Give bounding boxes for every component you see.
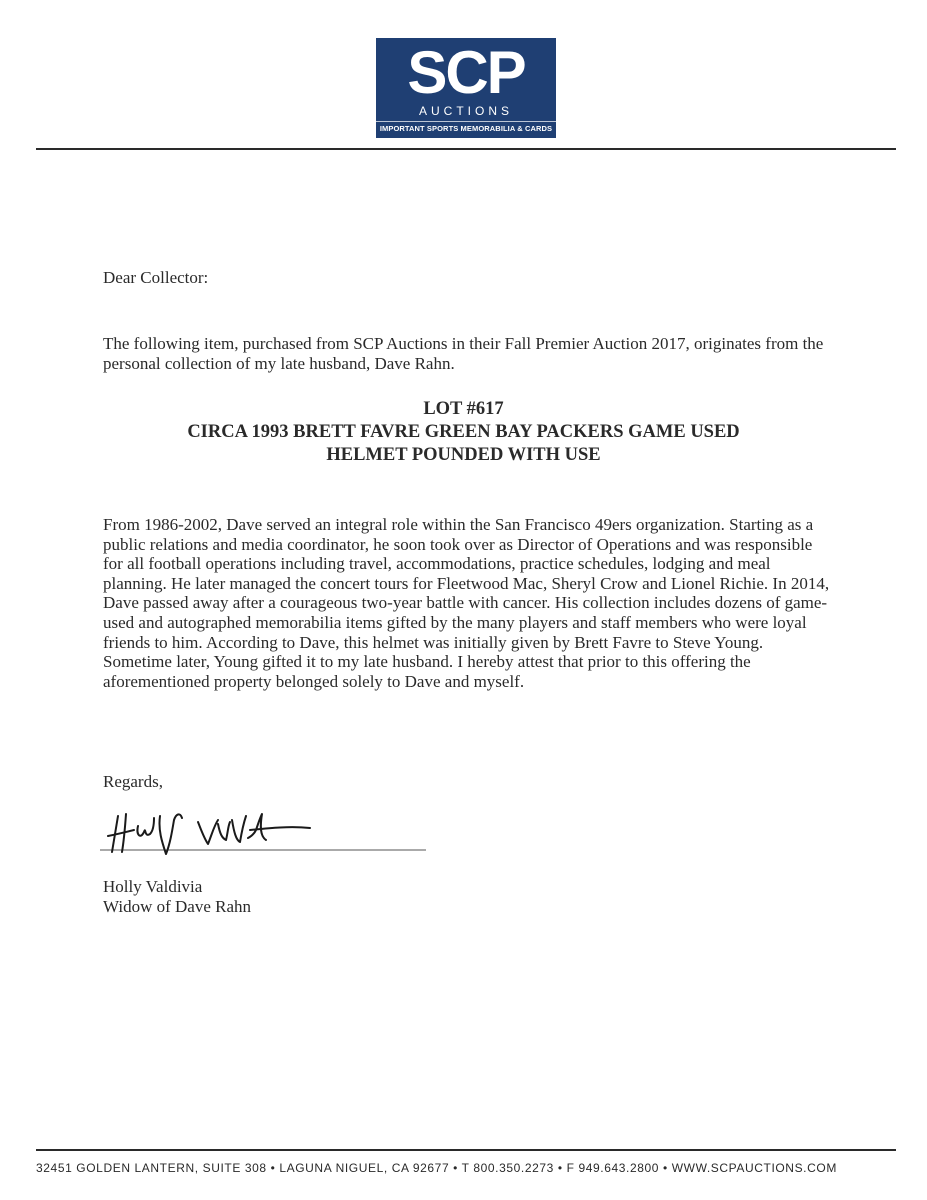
- scp-auctions-logo: [376, 38, 556, 138]
- signer-block: [103, 877, 251, 917]
- signer-name: Holly Valdivia: [103, 877, 203, 896]
- body-paragraph: From 1986-2002, Dave served an integral role within the San Francisco 49ers organization. Starting as a public relations and media coordinator, he soon took over as Director of Operations and was responsible for all football operations including travel, accommodations, practice schedules, lodging and meal planning. He later managed the concert tours for Fleetwood Mac, Sheryl Crow and Lionel Richie. In 2014, Dave passed away after a courageous two-year battle with cancer. His collection includes dozens of game-used and autographed memorabilia items gifted by the many players and staff members who were loyal friends to him. According to Dave, this helmet was initially given by Brett Favre to Steve Young. Sometime later, Young gifted it to my late husband. I hereby attest that prior to this offering the aforementioned property belonged solely to Dave and myself.: [103, 515, 830, 691]
- logo-wordmark: SCP: [407, 39, 525, 106]
- intro-paragraph: The following item, purchased from SCP Auctions in their Fall Premier Auction 2017, originates from the personal collection of my late husband, Dave Rahn.: [103, 334, 824, 373]
- closing: Regards,: [103, 772, 163, 791]
- logo-tagline: IMPORTANT SPORTS MEMORABILIA & CARDS: [379, 124, 553, 133]
- lot-title-line-2: HELMET POUNDED WITH USE: [326, 445, 601, 465]
- signer-title: Widow of Dave Rahn: [103, 897, 252, 916]
- footer-rule: [36, 1149, 896, 1151]
- logo-divider: [376, 121, 556, 122]
- footer-address: 32451 GOLDEN LANTERN, SUITE 308 • LAGUNA NIGUEL, CA 92677 • T 800.350.2273 • F 949.643.2800 • WWW.SCPAUCTIONS.COM: [36, 1161, 837, 1175]
- lot-heading: [90, 398, 837, 467]
- salutation: Dear Collector:: [103, 268, 209, 287]
- lot-title-line-1: CIRCA 1993 BRETT FAVRE GREEN BAY PACKERS GAME USED: [187, 422, 740, 442]
- lot-number: LOT #617: [423, 399, 504, 419]
- header-rule: [36, 148, 896, 150]
- handwritten-signature: [100, 808, 430, 868]
- logo-subtitle: AUCTIONS: [418, 104, 513, 118]
